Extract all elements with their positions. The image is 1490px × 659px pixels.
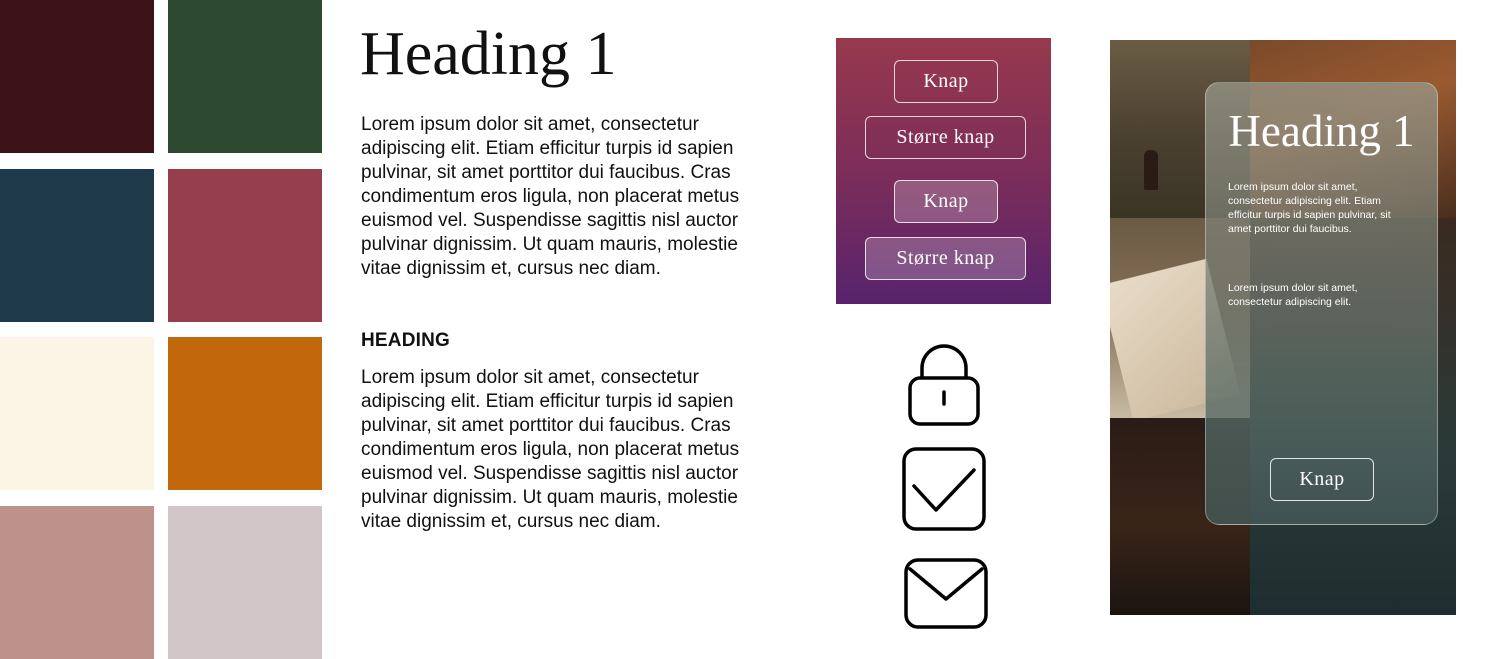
- filled-button-small[interactable]: Knap: [894, 180, 998, 223]
- swatch-rose-red: [168, 169, 322, 322]
- swatch-burgundy: [0, 0, 154, 153]
- outline-button-large[interactable]: Større knap: [865, 116, 1026, 159]
- lock-icon: [904, 340, 984, 430]
- swatch-dusty-rose: [0, 506, 154, 659]
- card-text-1: Lorem ipsum dolor sit amet, consectetur adipiscing elit. Etiam efficitur turpis id sapien pulvinar, sit amet porttitor dui faucibus.: [1228, 181, 1391, 235]
- filled-button-large[interactable]: Større knap: [865, 237, 1026, 280]
- heading-1-sample: Heading 1: [360, 20, 617, 88]
- swatch-deep-teal: [0, 169, 154, 322]
- swatch-mauve-grey: [168, 506, 322, 659]
- outline-button-small[interactable]: Knap: [894, 60, 998, 103]
- button-panel: [836, 38, 1051, 304]
- body-text-sample-2: Lorem ipsum dolor sit amet, consectetur adipiscing elit. Etiam efficitur turpis id sapien pulvinar, sit amet porttitor dui faucibus. Cras condimentum eros ligula, non placerat metus euismod vel. Suspendisse sagittis nisl auctor pulvinar dignissim. Ut quam mauris, molestie vitae dignissim et, cursus nec diam.: [361, 367, 740, 532]
- swatch-cream: [0, 337, 154, 490]
- card-heading: Heading 1: [1228, 106, 1415, 156]
- envelope-icon: [902, 557, 990, 631]
- swatch-forest-green: [168, 0, 322, 153]
- card-button[interactable]: Knap: [1270, 458, 1374, 501]
- swatch-amber: [168, 337, 322, 490]
- card-text-2: Lorem ipsum dolor sit amet, consectetur adipiscing elit.: [1228, 282, 1358, 308]
- body-text-sample-1: Lorem ipsum dolor sit amet, consectetur adipiscing elit. Etiam efficitur turpis id sapien pulvinar, sit amet porttitor dui faucibus. Cras condimentum eros ligula, non placerat metus euismod vel. Suspendisse sagittis nisl auctor pulvinar dignissim. Ut quam mauris, molestie vitae dignissim et, cursus nec diam.: [361, 114, 740, 279]
- glass-card: [1205, 82, 1438, 525]
- figure-silhouette: [1144, 150, 1158, 190]
- mockup-photo-collage: [1110, 40, 1456, 615]
- checkbox-checked-icon: [900, 446, 988, 532]
- heading-2-sample: HEADING: [361, 330, 451, 351]
